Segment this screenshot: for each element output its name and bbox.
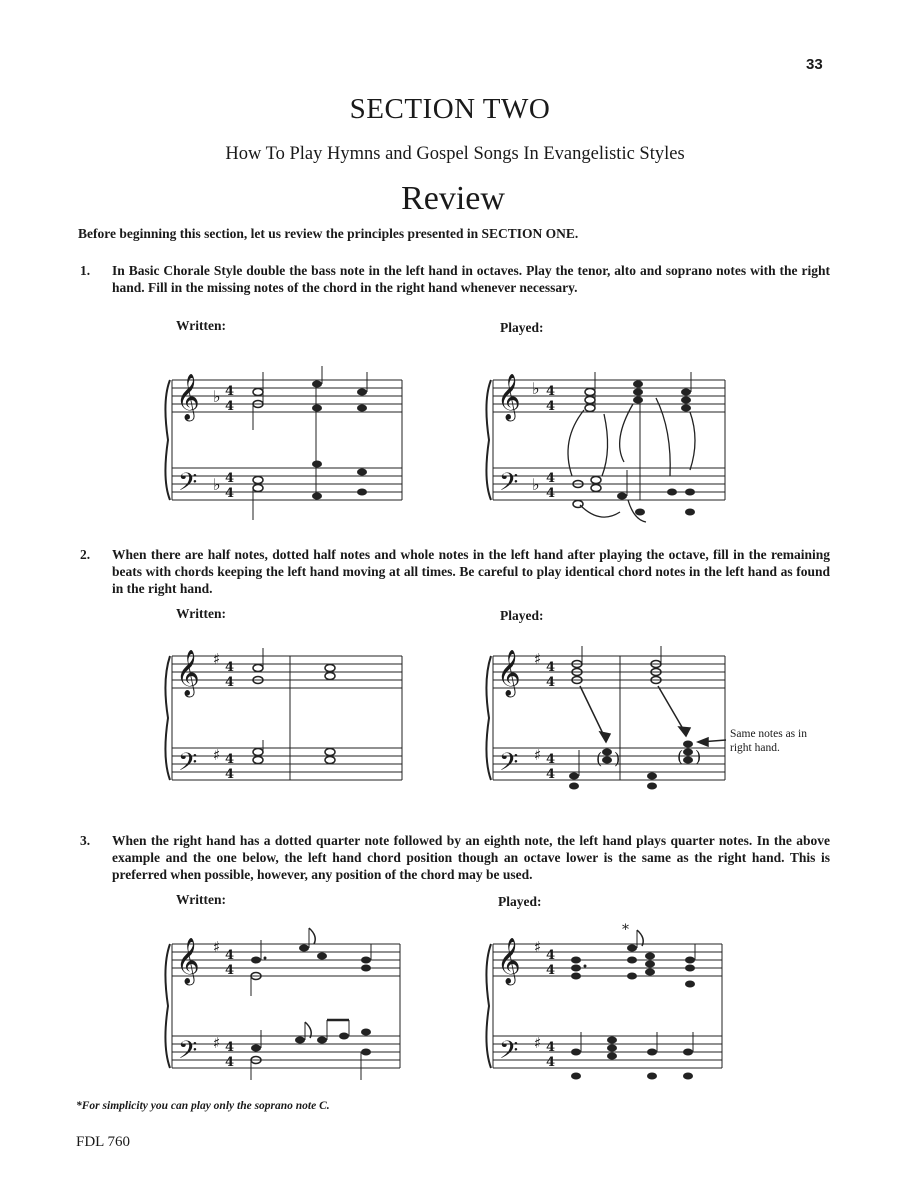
grand-staff-played-1	[486, 372, 725, 522]
treble-clef-icon: 𝄞	[176, 650, 200, 696]
time-sig-top: 4	[225, 384, 235, 399]
svg-text:): )	[695, 747, 702, 766]
time-sig-bottom: 4	[225, 486, 235, 501]
svg-text:(: (	[596, 749, 603, 768]
time-sig-top: 4	[546, 384, 556, 399]
note-quarter	[317, 953, 327, 960]
chord-half	[572, 646, 582, 684]
chord-half	[253, 740, 263, 764]
bass-quarters	[571, 1032, 693, 1080]
sharp-icon: ♯	[534, 938, 542, 956]
note-quarter	[312, 366, 322, 412]
time-sig-top: 4	[225, 660, 235, 675]
svg-text:): )	[614, 749, 621, 768]
flat-icon: ♭	[213, 387, 221, 406]
flat-icon: ♭	[532, 475, 540, 494]
same-notes-annotation: Same notes as in right hand.	[730, 728, 807, 754]
time-sig-top: 4	[225, 948, 235, 963]
eighth-note	[299, 928, 315, 952]
item-number: 2.	[80, 547, 91, 562]
page-number: 33	[806, 56, 823, 73]
note-quarter	[312, 461, 322, 500]
written-label-1: Written:	[176, 318, 226, 333]
note-half	[253, 477, 263, 521]
intro-text: Before beginning this section, let us review the principles presented in SECTION ONE.	[78, 226, 579, 241]
time-sig-bottom: 4	[546, 675, 556, 690]
time-sig-bottom: 4	[225, 675, 235, 690]
time-sig-bottom: 4	[546, 1055, 556, 1070]
bass-clef-icon: 𝄢	[178, 468, 198, 503]
time-sig-bottom: 4	[546, 486, 556, 501]
chord-quarter	[685, 944, 695, 988]
item-text: When the right hand has a dotted quarter note followed by an eighth note, the left hand plays quarter notes. In the above example and the one below, the left hand chord position though an octave lower is the same as the right hand. This is preferred when possible, however, any position of the chord may be used.	[112, 833, 830, 882]
bass-notes	[251, 1020, 371, 1080]
grand-staff-written-2	[165, 648, 402, 783]
bass-octave	[667, 489, 695, 516]
chord-quarter	[645, 953, 655, 976]
sharp-icon: ♯	[213, 1034, 221, 1052]
item-number: 1.	[80, 263, 91, 278]
bass-clef-icon: 𝄢	[178, 1036, 198, 1071]
time-sig-top: 4	[546, 752, 556, 767]
chord-quarter	[677, 741, 701, 767]
section-title: SECTION TWO	[349, 93, 551, 125]
chord-half	[253, 648, 263, 684]
subtitle: How To Play Hymns and Gospel Songs In Evangelistic Styles	[225, 144, 685, 164]
time-sig-top: 4	[225, 471, 235, 486]
doubling-arrows	[568, 398, 695, 522]
treble-clef-icon: 𝄞	[176, 374, 200, 420]
time-sig-bottom: 4	[225, 963, 235, 978]
flat-icon: ♭	[532, 379, 540, 398]
svg-text:(: (	[677, 747, 684, 766]
chord-quarter	[681, 372, 691, 412]
bass-staff	[172, 468, 402, 500]
chord-half	[585, 372, 595, 412]
heading-review: Review	[401, 180, 505, 217]
time-sig-top: 4	[546, 948, 556, 963]
arrows	[580, 686, 726, 746]
sharp-icon: ♯	[213, 746, 221, 764]
time-sig-top: 4	[225, 752, 235, 767]
written-label-3: Written:	[176, 892, 226, 907]
note-quarter	[357, 372, 367, 412]
sharp-icon: ♯	[534, 1034, 542, 1052]
item-text: When there are half notes, dotted half notes and whole notes in the left hand after playing the octave, fill in the remaining beats with chords keeping the left hand moving at all times. Be careful to play identical chord notes in the left hand as found in the right hand.	[112, 547, 830, 596]
sharp-icon: ♯	[213, 938, 221, 956]
bass-clef-icon: 𝄢	[499, 468, 519, 503]
time-sig-bottom: 4	[225, 1055, 235, 1070]
time-sig-top: 4	[546, 471, 556, 486]
chord-eighth	[627, 930, 643, 980]
written-label-2: Written:	[176, 606, 226, 621]
treble-clef-icon: 𝄞	[497, 938, 521, 984]
sharp-icon: ♯	[213, 650, 221, 668]
chord-quarter	[633, 381, 643, 404]
brace	[165, 380, 170, 500]
note-quarter	[361, 944, 371, 972]
grand-staff-written-3	[165, 928, 400, 1080]
footnote: *For simplicity you can play only the soprano note C.	[76, 1100, 330, 1112]
played-label-1: Played:	[500, 320, 544, 335]
note-quarter	[357, 469, 367, 496]
time-sig-bottom: 4	[225, 399, 235, 414]
grand-staff-played-3	[486, 922, 722, 1080]
time-sig-bottom: 4	[546, 399, 556, 414]
played-label-3: Played:	[498, 894, 542, 909]
bass-clef-icon: 𝄢	[499, 1036, 519, 1071]
asterisk: *	[622, 922, 629, 938]
bass-clef-icon: 𝄢	[178, 748, 198, 783]
grand-staff-written-1	[165, 366, 402, 520]
bass-octave	[647, 773, 657, 790]
flat-icon: ♭	[213, 475, 221, 494]
treble-clef-icon: 𝄞	[497, 650, 521, 696]
chord-quarter	[596, 749, 620, 769]
bass-clef-icon: 𝄢	[499, 748, 519, 783]
played-label-2: Played:	[500, 608, 544, 623]
chord-half	[651, 646, 661, 684]
sharp-icon: ♯	[534, 746, 542, 764]
time-sig-bottom: 4	[546, 767, 556, 782]
treble-clef-icon: 𝄞	[176, 938, 200, 984]
item-text: In Basic Chorale Style double the bass note in the left hand in octaves. Play the tenor, alto and soprano notes with the right hand. Fill in the missing notes of the chord in the right hand whenever necessary.	[112, 263, 830, 295]
footer-code: FDL 760	[76, 1134, 131, 1150]
grand-staff-played-2	[486, 646, 726, 790]
time-sig-top: 4	[225, 1040, 235, 1055]
time-sig-top: 4	[546, 1040, 556, 1055]
time-sig-bottom: 4	[225, 767, 235, 782]
note-half	[253, 372, 263, 430]
time-sig-bottom: 4	[546, 963, 556, 978]
time-sig-top: 4	[546, 660, 556, 675]
sharp-icon: ♯	[534, 650, 542, 668]
item-number: 3.	[80, 833, 91, 848]
treble-clef-icon: 𝄞	[497, 374, 521, 420]
